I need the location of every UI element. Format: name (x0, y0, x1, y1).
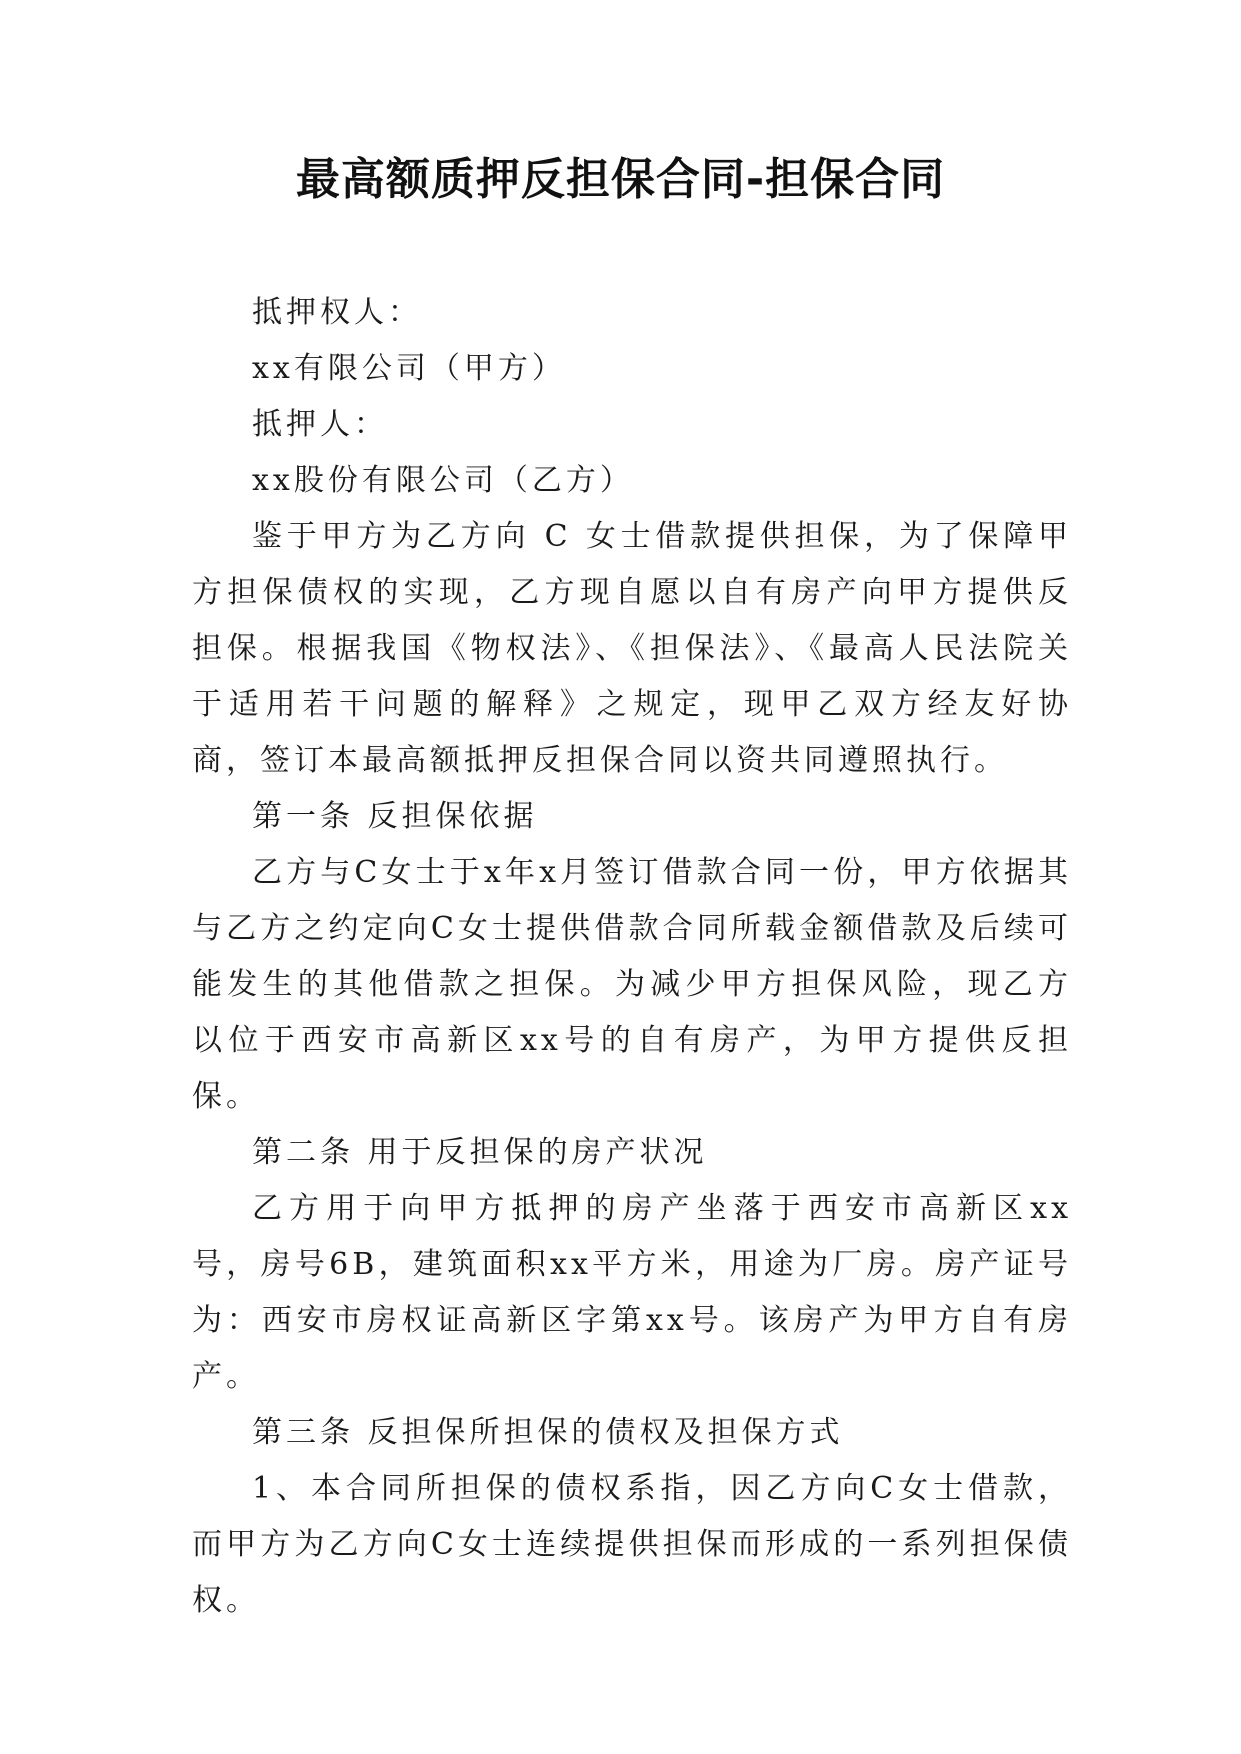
paragraph-article-3-item-1: 1、本合同所担保的债权系指，因乙方向C女士借款，而甲方为乙方向C女士连续提供担保而形成的一系列担保债权。 (192, 1471, 1072, 1618)
paragraph-article-1: 乙方与C女士于x年x月签订借款合同一份，甲方依据其与乙方之约定向C女士提供借款合同所载金额借款及后续可能发生的其他借款之担保。为减少甲方担保风险，现乙方以位于西安市高新区xx号的自有房产，为甲方提供反担保。 (192, 855, 1072, 1114)
article-heading-3: 第三条 反担保所担保的债权及担保方式 (252, 1415, 844, 1450)
document-body (192, 285, 1072, 1629)
paragraph-mortgagee-name: xx有限公司（甲方） (252, 351, 566, 386)
paragraph-mortgagee-label: 抵押权人： (252, 295, 422, 330)
article-heading-1: 第一条 反担保依据 (252, 799, 538, 834)
paragraph-article-2: 乙方用于向甲方抵押的房产坐落于西安市高新区xx号，房号6B，建筑面积xx平方米，用途为厂房。房产证号为：西安市房权证高新区字第xx号。该房产为甲方自有房产。 (192, 1191, 1072, 1394)
paragraph-preamble: 鉴于甲方为乙方向 C 女士借款提供担保，为了保障甲方担保债权的实现，乙方现自愿以自有房产向甲方提供反担保。根据我国《物权法》、《担保法》、《最高人民法院关于适用若干问题的解释》之规定，现甲乙双方经友好协商，签订本最高额抵押反担保合同以资共同遵照执行。 (192, 519, 1072, 778)
paragraph-mortgagor-name: xx股份有限公司（乙方） (252, 463, 634, 498)
article-heading-2: 第二条 用于反担保的房产状况 (252, 1135, 708, 1170)
paragraph-mortgagor-label: 抵押人： (252, 407, 388, 442)
document-title: 最高额质押反担保合同-担保合同 (295, 154, 946, 205)
